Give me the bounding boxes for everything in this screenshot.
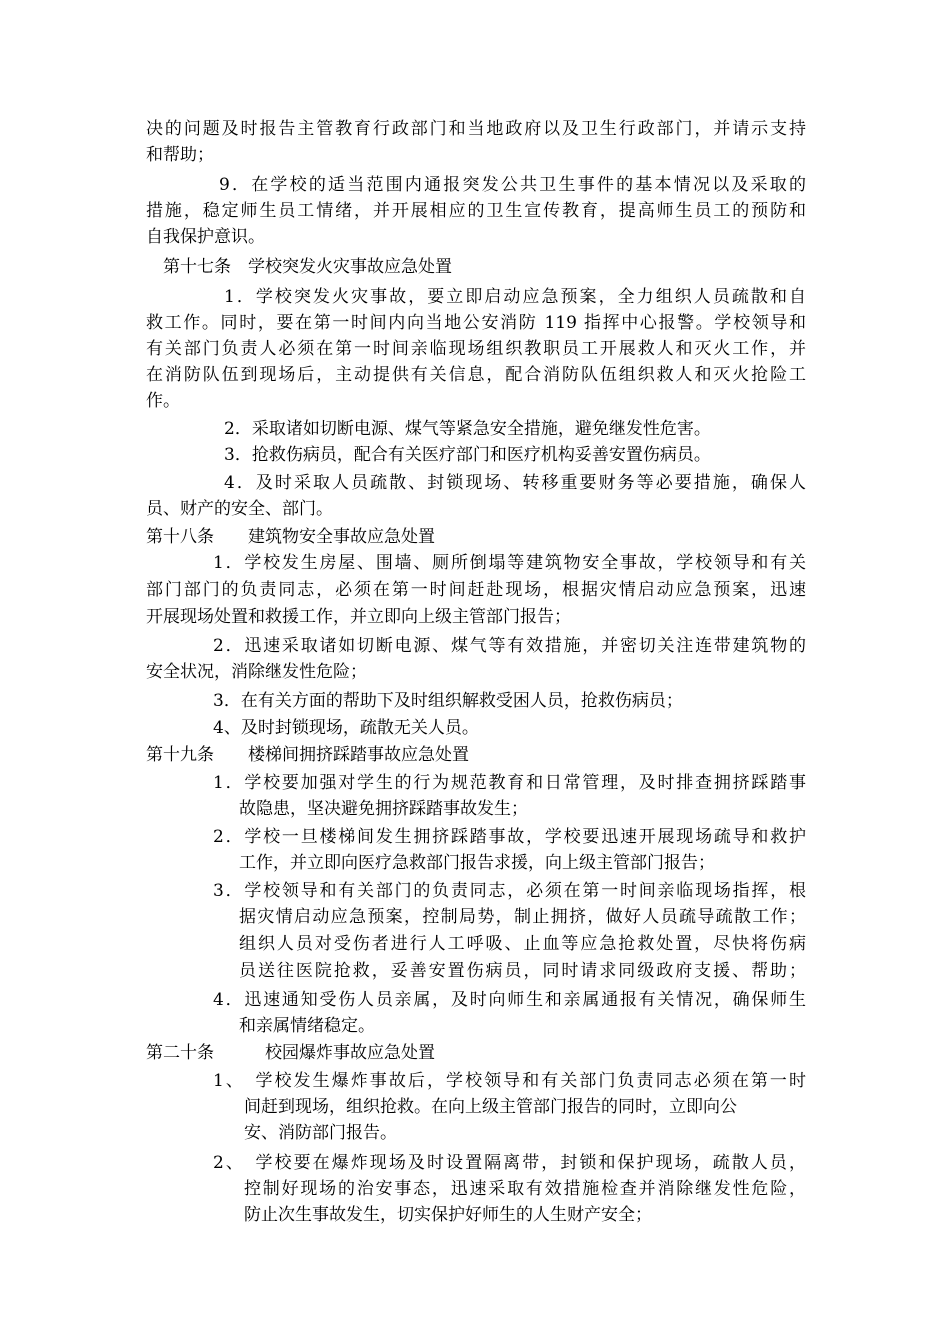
text-line: 控制好现场的治安事态，迅速采取有效措施检查并消除继发性危险， <box>244 1179 806 1199</box>
text-line: 3．学校领导和有关部门的负责同志，必须在第一时间亲临现场指挥，根 <box>213 881 806 901</box>
text-line: 1、 学校发生爆炸事故后，学校领导和有关部门负责同志必须在第一时 <box>213 1071 806 1091</box>
text-line: 员送往医院抢救，妥善安置伤病员，同时请求同级政府支援、帮助； <box>239 961 806 981</box>
text-line: 4．及时采取人员疏散、封锁现场、转移重要财务等必要措施，确保人 <box>224 473 806 493</box>
text-line: 和亲属情绪稳定。 <box>239 1016 375 1036</box>
text-line: 3．在有关方面的帮助下及时组织解救受困人员，抢救伤病员； <box>213 691 683 711</box>
text-line: 3．抢救伤病员，配合有关医疗部门和医疗机构妥善安置伤病员。 <box>224 445 711 465</box>
text-line: 间赶到现场，组织抢救。在向上级主管部门报告的同时，立即向公 <box>244 1097 737 1117</box>
text-line: 员、财产的安全、部门。 <box>146 499 333 519</box>
text-line: 决的问题及时报告主管教育行政部门和当地政府以及卫生行政部门，并请示支持 <box>146 119 806 139</box>
section-heading: 第二十条 校园爆炸事故应急处置 <box>146 1043 435 1063</box>
text-line: 安全状况，消除继发性危险； <box>146 662 367 682</box>
text-line: 4、及时封锁现场，疏散无关人员。 <box>213 718 479 738</box>
text-line: 2．迅速采取诸如切断电源、煤气等有效措施，并密切关注连带建筑物的 <box>213 636 806 656</box>
text-line: 2．学校一旦楼梯间发生拥挤踩踏事故，学校要迅速开展现场疏导和救护 <box>213 827 806 847</box>
section-heading: 第十七条 学校突发火灾事故应急处置 <box>163 257 452 277</box>
text-line: 部门部门的负责同志，必须在第一时间赶赴现场，根据灾情启动应急预案，迅速 <box>146 580 806 600</box>
text-line: 救工作。同时，要在第一时间内向当地公安消防 119 指挥中心报警。学校领导和 <box>146 313 806 333</box>
section-heading: 第十八条 建筑物安全事故应急处置 <box>146 527 435 547</box>
text-line: 工作，并立即向医疗急救部门报告求援，向上级主管部门报告； <box>239 853 715 873</box>
section-heading: 第十九条 楼梯间拥挤踩踏事故应急处置 <box>146 745 469 765</box>
text-line: 安、消防部门报告。 <box>244 1123 397 1143</box>
text-line: 有关部门负责人必须在第一时间亲临现场组织教职员工开展救人和灭火工作，并 <box>146 339 806 359</box>
text-line: 9．在学校的适当范围内通报突发公共卫生事件的基本情况以及采取的 <box>219 175 806 195</box>
text-line: 措施，稳定师生员工情绪，并开展相应的卫生宣传教育，提高师生员工的预防和 <box>146 201 806 221</box>
text-line: 1．学校发生房屋、围墙、厕所倒塌等建筑物安全事故，学校领导和有关 <box>213 553 806 573</box>
text-line: 故隐患，坚决避免拥挤踩踏事故发生； <box>239 799 528 819</box>
text-line: 防止次生事故发生，切实保护好师生的人生财产安全； <box>244 1205 652 1225</box>
text-line: 1．学校要加强对学生的行为规范教育和日常管理，及时排查拥挤踩踏事 <box>213 773 806 793</box>
text-line: 和帮助； <box>146 145 214 165</box>
text-line: 作。 <box>146 391 180 411</box>
text-line: 据灾情启动应急预案，控制局势，制止拥挤，做好人员疏导疏散工作； <box>239 907 806 927</box>
text-line: 自我保护意识。 <box>146 227 265 247</box>
text-line: 2．采取诸如切断电源、煤气等紧急安全措施，避免继发性危害。 <box>224 419 711 439</box>
text-line: 在消防队伍到现场后，主动提供有关信息，配合消防队伍组织救人和灭火抢险工 <box>146 365 806 385</box>
text-line: 组织人员对受伤者进行人工呼吸、止血等应急抢救处置，尽快将伤病 <box>239 934 806 954</box>
text-line: 2、 学校要在爆炸现场及时设置隔离带，封锁和保护现场，疏散人员， <box>213 1153 806 1173</box>
text-line: 开展现场处置和救援工作，并立即向上级主管部门报告； <box>146 607 571 627</box>
text-line: 4．迅速通知受伤人员亲属，及时向师生和亲属通报有关情况，确保师生 <box>213 990 806 1010</box>
text-line: 1．学校突发火灾事故，要立即启动应急预案，全力组织人员疏散和自 <box>224 287 806 307</box>
